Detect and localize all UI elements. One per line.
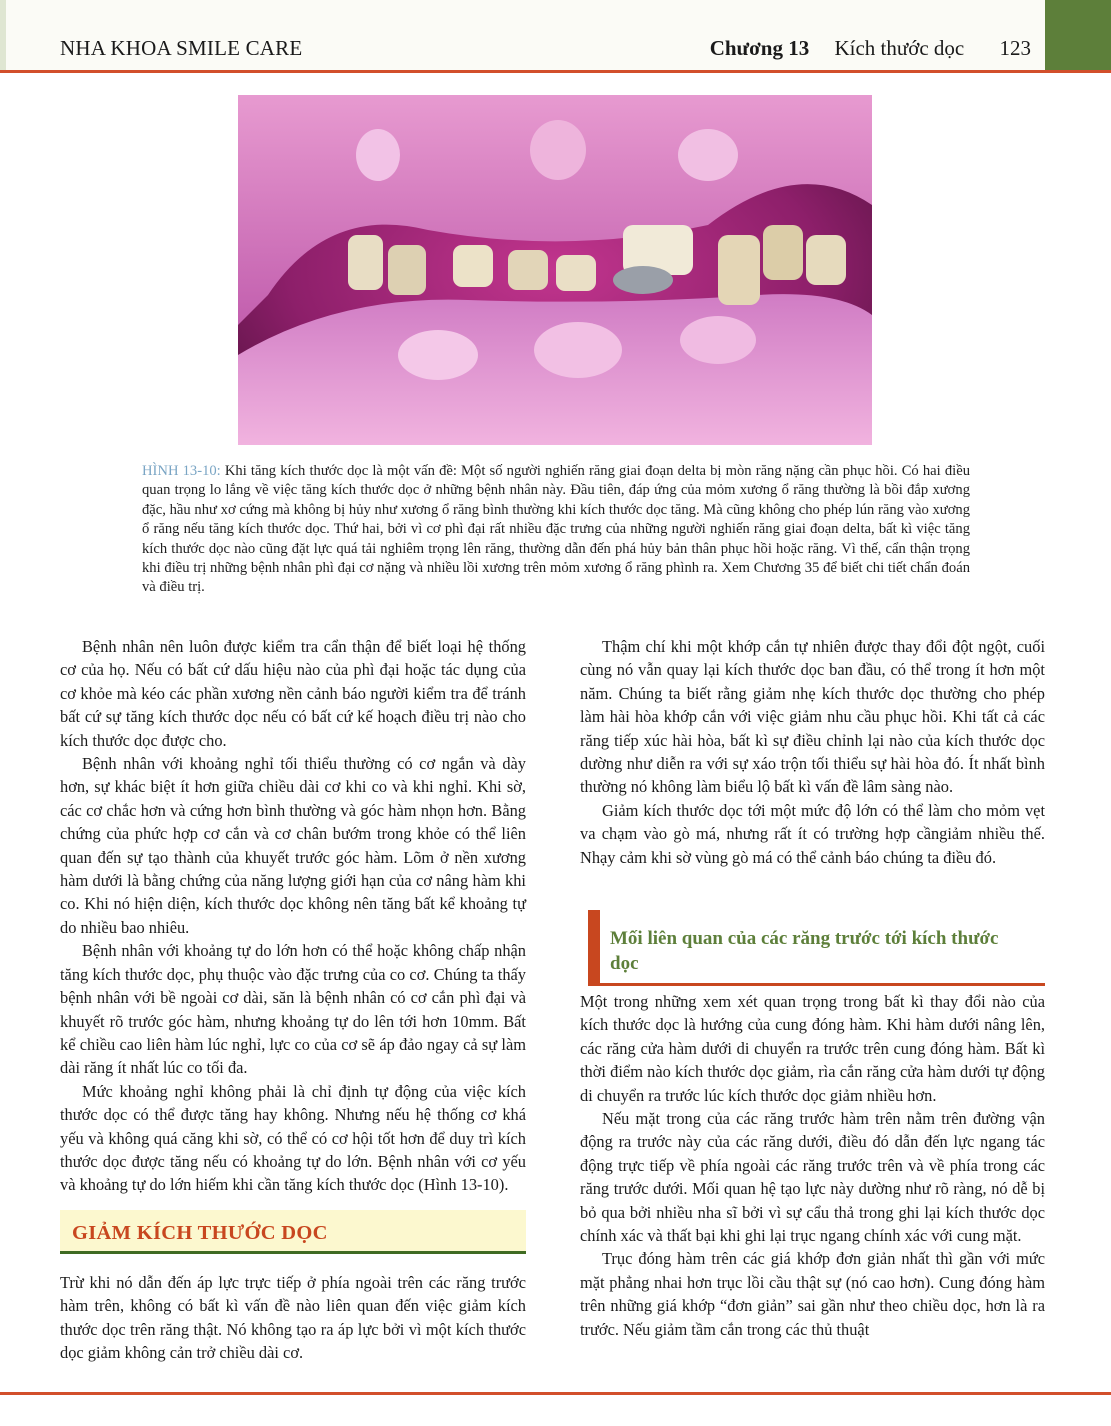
section-heading-text: GIẢM KÍCH THƯỚC DỌC [72,1222,328,1244]
left-column [60,635,526,1197]
figure-caption [142,462,970,598]
paragraph: Bệnh nhân nên luôn được kiểm tra cẩn thận để biết loại hệ thống cơ của họ. Nếu có bất cứ dấu hiệu nào của phì đại hoặc tác dụng của cơ khỏe mà kéo các phần xương nền cảnh báo người kiểm tra để tránh bất cứ sự tăng kích thước dọc nếu có bất cứ kế hoạch điều trị nào cho kích thước dọc được cho. [60,637,526,750]
chapter-number: Chương 13 [709,36,810,60]
paragraph: Thậm chí khi một khớp cắn tự nhiên được thay đổi đột ngột, cuối cùng nó vẫn quay lại kích thước dọc ban đầu, có thể trong ít hơn một năm. Chúng ta biết rằng giảm nhẹ kích thước dọc thường cho phép làm hài hòa khớp cắn với việc giảm nhu cầu phục hồi. Khi tất cả các răng tiếp xúc hài hòa, bất kì sự điều chỉnh lại nào của kích thước dọc dường như diễn ra với sự xáo trộn tối thiểu sự hài hòa đó. Ít nhất bình thường nó không làm biểu lộ bất kì vấn đề lâm sàng nào. [580,637,1045,797]
left-column-section [60,1271,526,1365]
subsection-rule [588,983,1045,986]
subsection-heading [588,910,1045,986]
paragraph: Bệnh nhân với khoảng nghỉ tối thiểu thường có cơ ngắn và dày hơn, sự khác biệt ít hơn giữa chiều dài cơ khi co và khi nghỉ. Khi sờ, các cơ chắc hơn và cứng hơn bình thường và góc hàm nhọn hơn. Bằng chứng của phức hợp cơ cắn và cơ chân bướm trong khỏe có thể liên quan đến sự tạo thành của khuyết trước góc hàm. Lõm ở nền xương hàm dưới là bằng chứng của năng lượng giới hạn của cơ nâng hàm khi co. Khi nó hiện diện, kích thước dọc không nên tăng bất kể khoảng tự do nhiều bao nhiêu. [60,754,526,937]
figure-label: HÌNH 13-10: [142,463,221,479]
right-column-section [580,990,1045,1341]
paragraph: Bệnh nhân với khoảng tự do lớn hơn có thể hoặc không chấp nhận tăng kích thước dọc, phụ thuộc vào đặc trưng của co cơ. Chúng ta thấy bệnh nhân với bề ngoài cơ dài, săn là bệnh nhân có cơ cắn phì đại và khuyết rõ trước góc hàm, nhưng khoảng tự do lên tới hơn 10mm. Bất kể chiều cao liên hàm lúc nghỉ, lực co của cơ sẽ áp đảo ngay cả sự làm dài răng ít nhất lúc co tối đa. [60,941,526,1078]
running-title: NHA KHOA SMILE CARE [60,36,303,60]
chapter-header [710,36,1031,61]
subsection-accent-bar [588,910,600,983]
section-heading [60,1210,526,1254]
paragraph: Mức khoảng nghỉ không phải là chỉ định tự động của việc kích thước dọc có thể được tăng hay không. Nhưng nếu hệ thống cơ khá yếu và không quá căng khi sờ, có thể có cơ hội tốt hơn để duy trì kích thước dọc được tăng nếu có khoảng tự do lớn. Bệnh nhân với cơ yếu và khoảng tự do lớn hiếm khi cần tăng kích thước dọc (Hình 13-10). [60,1081,526,1195]
chapter-tab [1045,0,1111,70]
page-number: 123 [999,36,1031,60]
chapter-title: Kích thước dọc [834,36,965,60]
paragraph: Giảm kích thước dọc tới một mức độ lớn có thể làm cho mỏm vẹt va chạm vào gò má, nhưng rất ít có trường hợp cầngiảm nhiều thế. Nhạy cảm khi sờ vùng gò má có thể cảnh báo chúng ta điều đó. [580,800,1045,867]
footer-rule [0,1392,1111,1395]
paragraph: Nếu mặt trong của các răng trước hàm trên nằm trên đường vận động ra trước này của các răng dưới, điều đó dẫn đến lực ngang tác động trực tiếp về phía ngoài các răng trước trên và về phía trong các răng trước dưới. Mối quan hệ tạo lực này dường như rõ ràng, nó dễ bị bỏ qua bởi nhiều nha sĩ bởi vì sự cẩu thả trong ghi lại kích thước dọc chính xác và thất bại khi ghi lại trục ngang chính xác với cung mặt. [580,1109,1045,1246]
side-strip [0,0,6,70]
figure-caption-text: Khi tăng kích thước dọc là một vấn đề: Một số người nghiến răng giai đoạn delta bị mòn răng nặng cần phục hồi. Có hai điều quan trọng lo lắng về việc tăng kích thước dọc ở những bệnh nhân này. Đầu tiên, đáp ứng của mỏm xương ổ răng thường là bồi đắp xương đặc, hầu như xơ cứng mà không bị hủy như xương ổ răng bình thường khi kích thước dọc tăng. Mà cũng không cho phép lún răng vào xương ổ răng nếu tăng kích thước dọc. Thứ hai, bởi vì cơ phì đại rất nhiều đặc trưng của những người nghiến răng giai đoạn delta, bất kì việc tăng kích thước dọc nào cũng đặt lực quá tải nghiêm trọng lên răng, thường dẫn đến phá hủy bản thân phục hồi hoặc răng. Vì thế, cẩn thận trọng khi điều trị những bệnh nhân phì đại cơ nặng và nhiều lồi xương trên mỏm xương ổ răng phình ra. Xem Chương 35 để biết chi tiết chẩn đoán và điều trị. [142,463,970,596]
right-column [580,635,1045,869]
paragraph: Trừ khi nó dẫn đến áp lực trực tiếp ở phía ngoài trên các răng trước hàm trên, không có bất kì vấn đề nào liên quan đến việc giảm kích thước dọc trên răng thật. Nó không tạo ra áp lực bởi vì một kích thước dọc giảm không cản trở chiều dài cơ. [60,1273,526,1363]
subsection-heading-text: Mối liên quan của các răng trước tới kích thước dọc [610,928,999,974]
clinical-photo [238,95,872,445]
header-rule [0,70,1111,73]
paragraph: Một trong những xem xét quan trọng trong bất kì thay đổi nào của kích thước dọc là hướng của cung đóng hàm. Khi hàm dưới nâng lên, các răng cửa hàm dưới di chuyển ra trước trên cung đóng hàm. Bất kì thời điểm nào kích thước dọc giảm, rìa cắn răng cửa hàm dưới tự động di chuyển ra trước lúc kích thước dọc giảm nhiều hơn. [580,992,1045,1105]
paragraph: Trục đóng hàm trên các giá khớp đơn giản nhất thì gần với mức mặt phẳng nhai hơn trục lồi cầu thật sự (nó cao hơn). Cung đóng hàm trên những giá khớp “đơn giản” sai gần như theo chiều dọc, hơn là ra trước. Nếu giảm tầm cắn trong các thủ thuật [580,1249,1045,1339]
